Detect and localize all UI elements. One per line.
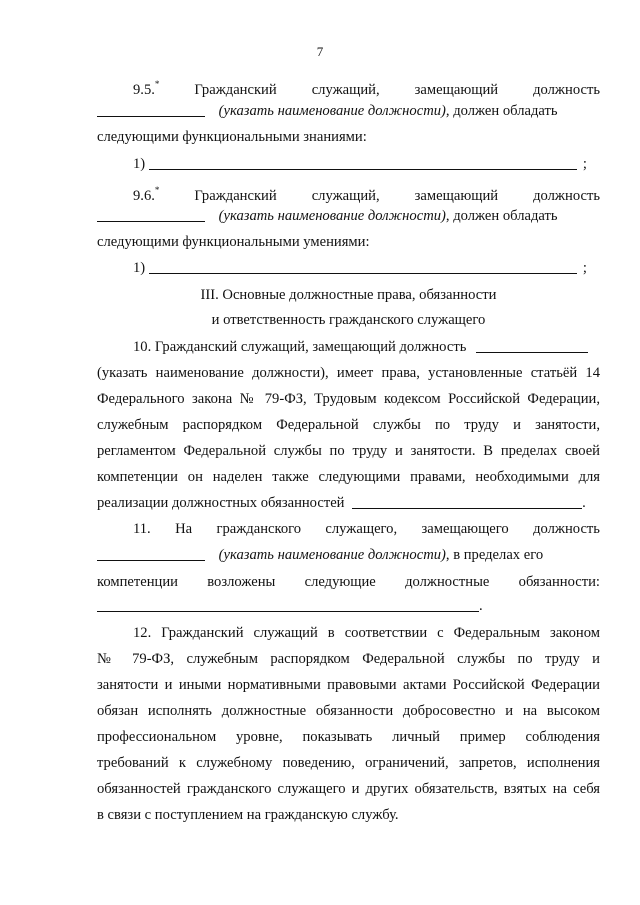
page-number: 7 [316,44,324,59]
p11-line3: компетенции возложены следующие должностные обязанности: [97,574,600,590]
p95-line3: следующими функциональными знаниями: [97,129,367,145]
blank-line [97,546,205,561]
p95-line1: 9.5.* Гражданский служащий, замещающий должность [97,74,600,100]
p10-line7: реализации должностных обязанностей . [97,495,586,511]
p12-line6: требований к служебному поведению, ограничений, запретов, исполнения [97,755,600,771]
p12-line4: обязан исполнять должностные обязанности добросовестно и на высоком [97,703,600,719]
p10-line5: регламентом Федеральной службы по труду и занятости. В пределах своей [97,443,600,459]
p96-line3: следующими функциональными умениями: [97,234,370,250]
blank-line [352,494,582,509]
blank-line [97,207,205,222]
p10-line6: компетенции он наделен также следующими правами, необходимыми для [97,469,600,485]
p12-line5: профессиональном уровне, показывать личный пример соблюдения [97,729,600,745]
p12-line7: обязанностей гражданского служащего и других обязательств, взятых на себя [97,781,600,797]
p12-line2: № 79-ФЗ, служебным распорядком Федеральной службы по труду и [97,651,600,667]
p10-line2: (указать наименование должности), имеет права, установленные статьёй 14 [97,365,600,381]
p11-line2: (указать наименование должности), в пределах его [97,545,600,565]
blank-line [97,597,479,612]
p95-item: 1) ; [133,156,587,172]
p12-line3: занятости и иными нормативными правовыми актами Российской Федерации [97,677,600,693]
p96-line2: (указать наименование должности), должен обладать [97,206,600,226]
p10-line4: служебным распорядком Федеральной службы по труду и занятости, [97,417,600,433]
p96-item: 1) ; [133,260,587,276]
p96-num: 9.6.* [133,185,160,204]
section-subtitle: и ответственность гражданского служащего [211,312,486,328]
p95-num: 9.5.* [133,79,160,98]
p11-line4: . [97,596,600,616]
p12-line1: 12. Гражданский служащий в соответствии с Федеральным законом [133,625,600,641]
p95-line2: (указать наименование должности), должен обладать [97,101,600,121]
p10-line3: Федерального закона № 79-ФЗ, Трудовым кодексом Российской Федерации, [97,391,600,407]
p11-line1: 11. На гражданского служащего, замещающего должность [133,521,600,537]
p10-line1: 10. Гражданский служащий, замещающий должность [97,337,600,357]
p96-line1: 9.6.* Гражданский служащий, замещающий должность [97,180,600,206]
blank-line [97,102,205,117]
blank-line [149,259,577,274]
blank-line [149,155,577,170]
p12-line8: в связи с поступлением на гражданскую службу. [97,807,399,823]
section-title: III. Основные должностные права, обязанности [200,287,497,303]
blank-line [476,338,588,353]
